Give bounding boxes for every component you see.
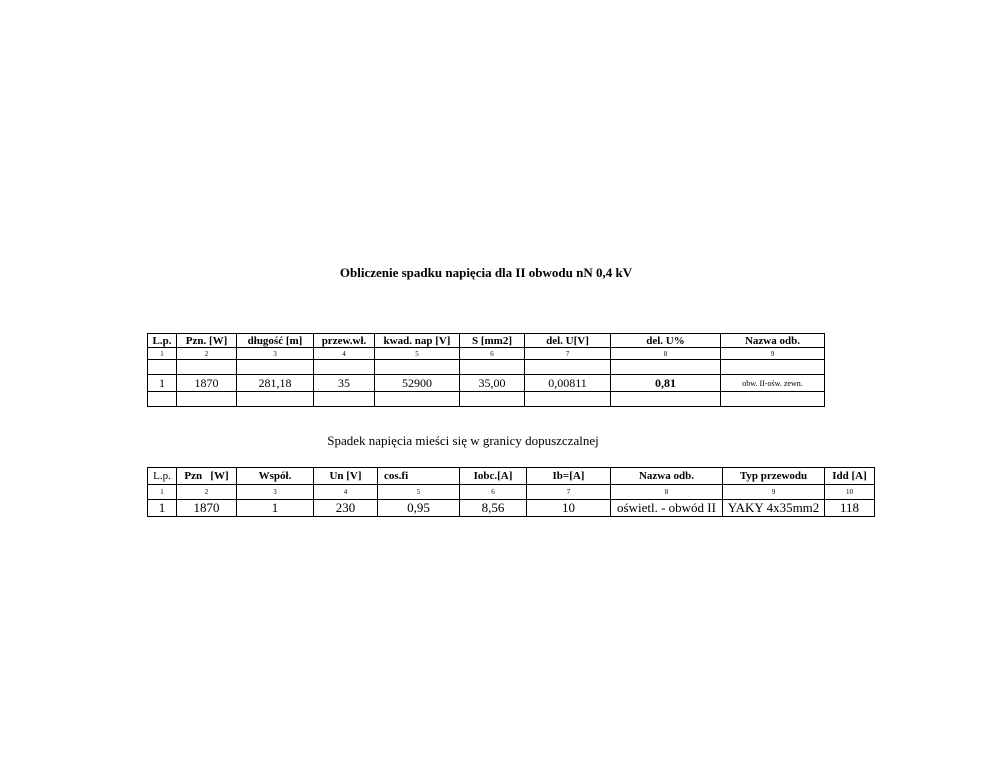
table-row (148, 500, 875, 517)
column-number: 7 (525, 348, 611, 360)
header-cell: cos.fi (378, 468, 460, 485)
table-header-row (148, 468, 875, 485)
cell-load-name: obw. II-ośw. zewn. (721, 375, 825, 392)
header-cell: L.p. (148, 468, 177, 485)
blank-row (148, 392, 825, 407)
column-number: 3 (237, 485, 314, 500)
cell-delta-u-volts: 0,00811 (525, 375, 611, 392)
empty-cell (721, 360, 825, 375)
header-cell: Pzn [W] (177, 468, 237, 485)
header-cell: Iobc.[A] (460, 468, 527, 485)
cell-delta-u-percent: 0,81 (611, 375, 721, 392)
cell-power: 1870 (177, 500, 237, 517)
column-number-row (148, 348, 825, 360)
cell-conductor: 35 (314, 375, 375, 392)
column-number: 4 (314, 485, 378, 500)
column-number: 5 (375, 348, 460, 360)
empty-cell (237, 360, 314, 375)
cell-cable-type: YAKY 4x35mm2 (723, 500, 825, 517)
column-number: 7 (527, 485, 611, 500)
cell-ib: 10 (527, 500, 611, 517)
column-number: 5 (378, 485, 460, 500)
table-row (148, 375, 825, 392)
empty-cell (148, 360, 177, 375)
empty-cell (237, 392, 314, 407)
column-number: 9 (723, 485, 825, 500)
column-number: 2 (177, 485, 237, 500)
cell-idd: 118 (825, 500, 875, 517)
header-cell: L.p. (148, 334, 177, 348)
cell-voltage: 230 (314, 500, 378, 517)
empty-cell (525, 360, 611, 375)
column-number: 3 (237, 348, 314, 360)
cell-load-current: 8,56 (460, 500, 527, 517)
column-number: 1 (148, 348, 177, 360)
current-load-table (147, 467, 875, 517)
empty-cell (460, 360, 525, 375)
column-number: 8 (611, 348, 721, 360)
column-number: 9 (721, 348, 825, 360)
header-cell: przew.wł. (314, 334, 375, 348)
column-number-row (148, 485, 875, 500)
cell-cos-fi: 0,95 (378, 500, 460, 517)
cell-cross-section: 35,00 (460, 375, 525, 392)
cell-lp: 1 (148, 500, 177, 517)
header-cell: kwad. nap [V] (375, 334, 460, 348)
empty-cell (375, 360, 460, 375)
header-cell: Un [V] (314, 468, 378, 485)
empty-cell (460, 392, 525, 407)
header-cell: Idd [A] (825, 468, 875, 485)
column-number: 6 (460, 348, 525, 360)
header-cell: długość [m] (237, 334, 314, 348)
column-number: 2 (177, 348, 237, 360)
page-title: Obliczenie spadku napięcia dla II obwodu nN 0,4 kV (339, 265, 633, 280)
column-number: 6 (460, 485, 527, 500)
empty-cell (177, 360, 237, 375)
empty-cell (314, 360, 375, 375)
header-cell: Nazwa odb. (721, 334, 825, 348)
cell-length: 281,18 (237, 375, 314, 392)
empty-cell (375, 392, 460, 407)
empty-cell (611, 392, 721, 407)
voltage-drop-table (147, 333, 825, 407)
column-number: 4 (314, 348, 375, 360)
header-cell: Typ przewodu (723, 468, 825, 485)
empty-cell (611, 360, 721, 375)
table-header-row (148, 334, 825, 348)
header-cell: Ib=[A] (527, 468, 611, 485)
empty-cell (721, 392, 825, 407)
cell-coefficient: 1 (237, 500, 314, 517)
conclusion-note: Spadek napięcia mieści się w granicy dopuszczalnej (327, 433, 599, 448)
column-number: 1 (148, 485, 177, 500)
empty-cell (314, 392, 375, 407)
empty-cell (148, 392, 177, 407)
header-cell: Pzn. [W] (177, 334, 237, 348)
column-number: 8 (611, 485, 723, 500)
header-cell: S [mm2] (460, 334, 525, 348)
header-cell: Nazwa odb. (611, 468, 723, 485)
empty-cell (177, 392, 237, 407)
blank-row (148, 360, 825, 375)
header-cell: Współ. (237, 468, 314, 485)
header-cell: del. U% (611, 334, 721, 348)
column-number: 10 (825, 485, 875, 500)
empty-cell (525, 392, 611, 407)
cell-load-name: oświetl. - obwód II (611, 500, 723, 517)
cell-power: 1870 (177, 375, 237, 392)
cell-voltage-squared: 52900 (375, 375, 460, 392)
header-cell: del. U[V] (525, 334, 611, 348)
cell-lp: 1 (148, 375, 177, 392)
